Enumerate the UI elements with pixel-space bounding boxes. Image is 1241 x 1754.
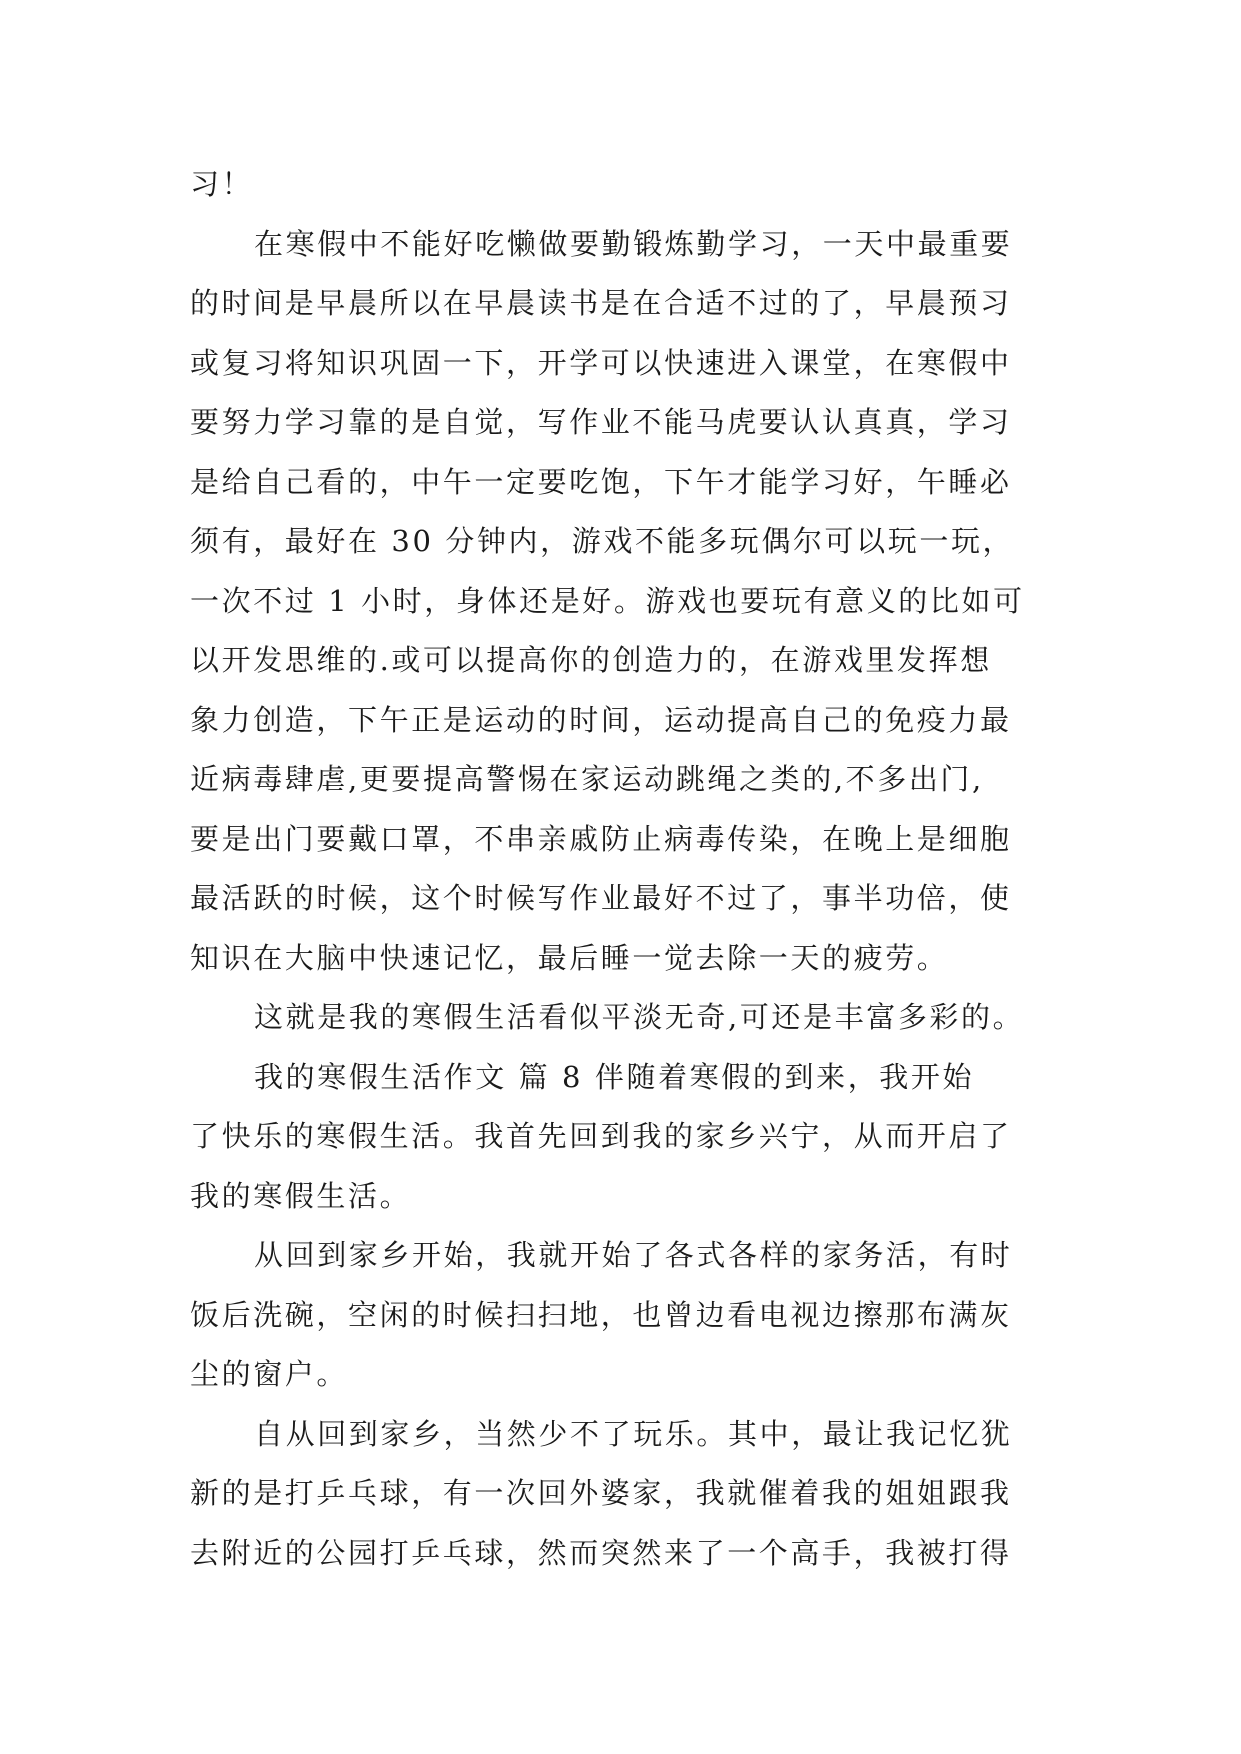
text-line: 知识在大脑中快速记忆，最后睡一觉去除一天的疲劳。 <box>190 940 949 975</box>
paragraph-start-line: 这就是我的寒假生活看似平淡无奇,可还是丰富多彩的。 <box>254 1000 1025 1034</box>
text-line: 以开发思维的.或可以提高你的创造力的，在游戏里发挥想 <box>190 643 992 677</box>
text-line: 了快乐的寒假生活。我首先回到我的家乡兴宁，从而开启了 <box>190 1119 1012 1153</box>
text-line: 习！ <box>190 167 254 201</box>
text-line: 尘的窗户。 <box>190 1357 349 1391</box>
body-text <box>190 155 1050 1583</box>
text-line: 最活跃的时候，这个时候写作业最好不过了，事半功倍，使 <box>190 881 1012 915</box>
text-line: 饭后洗碗，空闲的时候扫扫地，也曾边看电视边擦那布满灰 <box>190 1297 1012 1332</box>
text-line: 一次不过 1 小时，身体还是好。游戏也要玩有意义的比如可 <box>190 583 1025 618</box>
text-line: 近病毒肆虐,更要提高警惕在家运动跳绳之类的,不多出门, <box>190 762 984 796</box>
text-line: 要努力学习靠的是自觉，写作业不能马虎要认认真真，学习 <box>190 405 1012 439</box>
text-line: 是给自己看的，中午一定要吃饱，下午才能学习好，午睡必 <box>190 464 1012 499</box>
text-line: 象力创造，下午正是运动的时间，运动提高自己的免疫力最 <box>190 702 1012 737</box>
text-line: 的时间是早晨所以在早晨读书是在合适不过的了，早晨预习 <box>190 286 1012 320</box>
text-line: 新的是打乒乓球，有一次回外婆家，我就催着我的姐姐跟我 <box>190 1476 1012 1510</box>
text-line: 须有，最好在 30 分钟内，游戏不能多玩偶尔可以玩一玩， <box>190 524 1015 558</box>
text-line: 或复习将知识巩固一下，开学可以快速进入课堂，在寒假中 <box>190 345 1012 380</box>
section-heading-line: 我的寒假生活作文 篇 8 伴随着寒假的到来，我开始 <box>254 1059 975 1094</box>
paragraph-start-line: 在寒假中不能好吃懒做要勤锻炼勤学习，一天中最重要 <box>254 226 1013 261</box>
text-line: 去附近的公园打乒乓球，然而突然来了一个高手，我被打得 <box>190 1535 1012 1570</box>
text-line: 我的寒假生活。 <box>190 1178 412 1213</box>
paragraph-start-line: 从回到家乡开始，我就开始了各式各样的家务活，有时 <box>254 1238 1013 1272</box>
text-line: 要是出门要戴口罩，不串亲戚防止病毒传染，在晚上是细胞 <box>190 821 1012 856</box>
paragraph-start-line: 自从回到家乡，当然少不了玩乐。其中，最让我记忆犹 <box>254 1416 1013 1451</box>
